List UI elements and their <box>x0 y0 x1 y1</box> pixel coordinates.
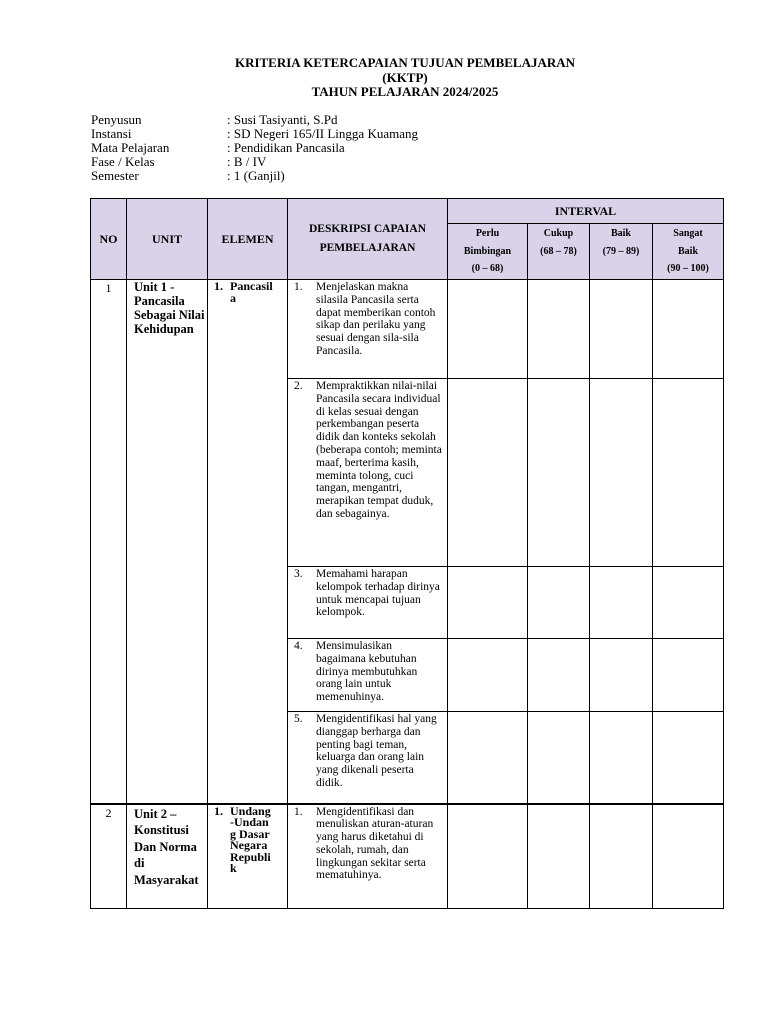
score-cell[interactable] <box>448 712 528 804</box>
description-text: Mensimulasikan bagaimana kebutuhan dirinya membutuhkan orang lain untuk memenuhinya. <box>316 640 418 704</box>
table-row <box>91 280 724 379</box>
header-level-baik <box>590 224 653 280</box>
score-cell[interactable] <box>590 567 653 639</box>
kktp-table <box>90 198 724 909</box>
score-cell[interactable] <box>528 804 590 909</box>
score-cell[interactable] <box>590 804 653 909</box>
row-number: 2 <box>91 804 127 909</box>
element-cell <box>208 280 288 804</box>
description-text: Menjelaskan makna silasila Pancasila serta dapat memberikan contoh sikap dan perilaku yang sesuai dengan sila-sila Pancasila. <box>316 281 436 357</box>
description-number: 5. <box>294 713 303 725</box>
score-cell[interactable] <box>653 804 724 909</box>
identity-block <box>91 113 418 183</box>
score-cell[interactable] <box>448 379 528 567</box>
description-text: Memahami harapan kelompok terhadap dirinya untuk mencapai tujuan kelompok. <box>316 568 440 619</box>
description-number: 1. <box>294 281 303 293</box>
info-value: : Pendidikan Pancasila <box>227 140 345 155</box>
row-number: 1 <box>91 280 127 804</box>
info-value: : B / IV <box>227 154 267 169</box>
unit-name: Unit 2 – Konstitusi Dan Norma di Masyarakat <box>127 804 208 909</box>
header-deskripsi-line-2: PEMBELAJARAN <box>319 242 416 254</box>
level-range: (0 – 68) <box>471 263 504 275</box>
description-number: 2. <box>294 380 303 392</box>
header-row <box>91 199 724 224</box>
element-number: 1. <box>214 279 223 293</box>
score-cell[interactable] <box>653 712 724 804</box>
info-row-fase-kelas <box>91 155 418 169</box>
score-cell[interactable] <box>528 379 590 567</box>
score-cell[interactable] <box>528 712 590 804</box>
element-name: Pancasila <box>230 279 273 305</box>
score-cell[interactable] <box>653 639 724 712</box>
header-deskripsi-line-1: DESKRIPSI CAPAIAN <box>308 223 427 235</box>
header-level-sangat-baik <box>653 224 724 280</box>
header-unit: UNIT <box>127 199 208 280</box>
info-value: : Susi Tasiyanti, S.Pd <box>227 112 338 127</box>
info-label: Semester <box>91 168 139 183</box>
info-label: Penyusun <box>91 112 142 127</box>
description-text: Mengidentifikasi hal yang dianggap berharga dan penting bagi teman, keluarga dan orang lain yang dikenali peserta didik. <box>316 713 437 789</box>
title-line-3: TAHUN PELAJARAN 2024/2025 <box>311 84 499 99</box>
info-value: : 1 (Ganjil) <box>227 168 285 183</box>
score-cell[interactable] <box>590 712 653 804</box>
description-text: Mengidentifikasi dan menuliskan aturan-aturan yang harus diketahui di sekolah, rumah, dan lingkungan sekitar serta mematuhinya. <box>316 805 434 882</box>
info-label: Instansi <box>91 126 132 141</box>
score-cell[interactable] <box>528 567 590 639</box>
description-number: 4. <box>294 640 303 652</box>
title-line-2: (KKTP) <box>382 69 428 85</box>
info-label: Fase / Kelas <box>91 154 155 169</box>
description-cell <box>288 712 448 804</box>
level-name: Bimbingan <box>463 245 512 257</box>
level-name: Perlu <box>475 228 500 240</box>
score-cell[interactable] <box>448 567 528 639</box>
header-level-cukup <box>528 224 590 280</box>
info-value: : SD Negeri 165/II Lingga Kuamang <box>227 126 418 141</box>
score-cell[interactable] <box>590 379 653 567</box>
table-row <box>91 804 724 909</box>
document-title <box>0 56 768 100</box>
score-cell[interactable] <box>448 804 528 909</box>
score-cell[interactable] <box>528 280 590 379</box>
element-number: 1. <box>214 803 223 818</box>
score-cell[interactable] <box>653 567 724 639</box>
level-range: (79 – 89) <box>602 245 640 257</box>
level-name: Cukup <box>543 228 574 239</box>
description-number: 1. <box>294 805 303 818</box>
unit-name: Unit 1 - Pancasila Sebagai Nilai Kehidupan <box>127 280 208 804</box>
info-label: Mata Pelajaran <box>91 140 170 155</box>
score-cell[interactable] <box>590 639 653 712</box>
level-name: Sangat <box>673 228 703 240</box>
level-name: Baik <box>678 245 699 257</box>
info-row-penyusun <box>91 113 418 127</box>
header-interval: INTERVAL <box>448 199 724 224</box>
element-name: Undang-Undang Dasar Negara Republik <box>230 803 271 875</box>
level-range: (90 – 100) <box>667 263 709 275</box>
description-cell <box>288 804 448 909</box>
header-no: NO <box>91 199 127 280</box>
score-cell[interactable] <box>590 280 653 379</box>
title-line-1: KRITERIA KETERCAPAIAN TUJUAN PEMBELAJARAN <box>234 55 576 70</box>
description-cell <box>288 639 448 712</box>
score-cell[interactable] <box>448 280 528 379</box>
description-cell <box>288 567 448 639</box>
score-cell[interactable] <box>448 639 528 712</box>
level-name: Baik <box>610 228 631 239</box>
header-deskripsi <box>288 199 448 280</box>
description-cell <box>288 280 448 379</box>
info-row-mata-pelajaran <box>91 141 418 155</box>
score-cell[interactable] <box>528 639 590 712</box>
score-cell[interactable] <box>653 280 724 379</box>
header-elemen: ELEMEN <box>208 199 288 280</box>
element-cell <box>208 804 288 909</box>
level-range: (68 – 78) <box>540 245 577 257</box>
description-number: 3. <box>294 568 303 580</box>
score-cell[interactable] <box>653 379 724 567</box>
description-cell <box>288 379 448 567</box>
info-row-instansi <box>91 127 418 141</box>
info-row-semester <box>91 169 418 183</box>
header-level-perlu-bimbingan <box>448 224 528 280</box>
description-text: Mempraktikkan nilai-nilai Pancasila secara individual di kelas sesuai dengan perkembangan peserta didik dan konteks sekolah (beberapa contoh; meminta maaf, berterima kasih, meminta tolong, cuci tangan, mengantri, merapikan tempat duduk, dan sebagainya. <box>316 380 442 520</box>
